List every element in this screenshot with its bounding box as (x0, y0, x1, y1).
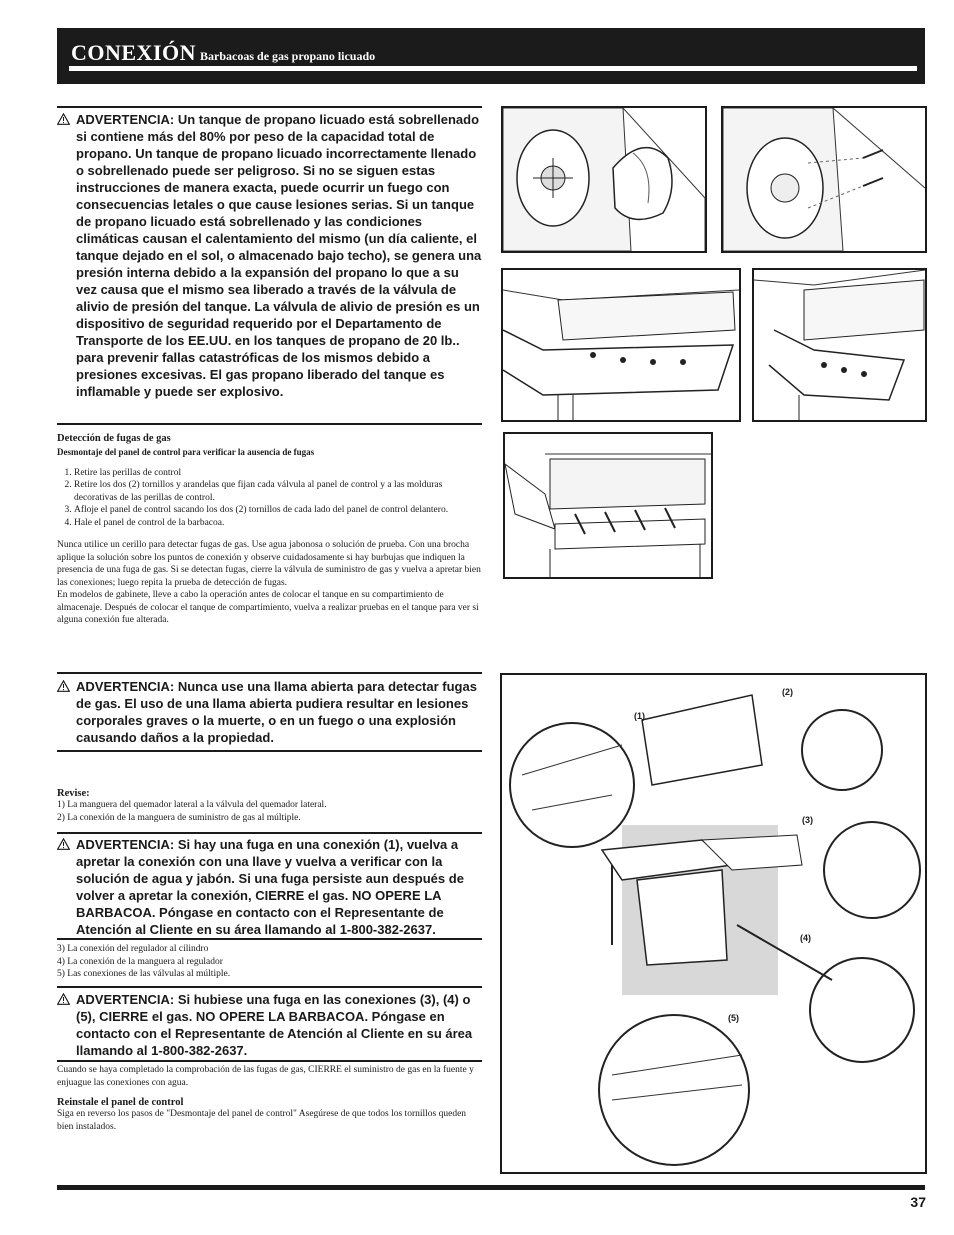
header-rule (69, 66, 917, 71)
steps-list (57, 467, 482, 530)
list-item: 4. Hale el panel de control de la barbacoa. (74, 517, 482, 530)
list-item: 4) La conexión de la manguera al regulador (57, 956, 223, 967)
warning-overfill-text: ADVERTENCIA: Un tanque de propano licuado está sobrellenado si contiene más del 80% por peso de la capacidad total de propano. Un tanque de propano licuado incorrectamente llenado o sobrellenado puede ser peligroso. Si no se siguen estas instrucciones de manera exacta, puede ocurrir un fuego con consecuencias letales o que cause lesiones serias. Si un tanque de propano licuado está sobrellenado y las condiciones climáticas causan el calentamiento del mismo (un día caliente, el tanque dejado en el sol, o almacenado bajo techo), se genera una presión interna debido a la expansión del propano lo que a su vez causa que el mismo sea liberado a través de la válvula de alivio de presión del tanque. La válvula de alivio de presión es un dispositivo de seguridad requerido por el Departamento de Transporte de los EE.UU. en los tanques de propano de 20 lb.. para prevenir fallas catastróficas de los mismos debido a presiones excesivas. El gas propano liberado del tanque es inflamable y puede ser explosivo. (76, 112, 482, 399)
divider (57, 832, 482, 834)
panel-screws-drawing (503, 270, 739, 420)
warning-leak-1 (57, 836, 482, 938)
panel-loosen-illustration (752, 268, 927, 422)
leak-section (57, 433, 482, 627)
list-item: 1) La manguera del quemador lateral a la válvula del quemador lateral. (57, 800, 327, 810)
leak-paragraph: Nunca utilice un cerillo para detectar fugas de gas. Use agua jabonosa o solución de prueba. Con una brocha aplique la solución sobre los puntos de conexión y observe cuidadosamente si hay burbujas que indiquen la presencia de una fuga de gas. Si se detectan fugas, cierre la válvula de suministro de gas y vuelva a apretar bien las conexiones; luego repita la prueba de detección de fugas. (57, 540, 481, 588)
leak-check-illustration (500, 673, 927, 1174)
warning-icon (57, 993, 70, 1005)
knob-drawing (503, 108, 705, 251)
divider (57, 938, 482, 940)
list-item: 1. Retire las perillas de control (74, 467, 482, 480)
list-item: 2) La conexión de la manguera de suministro de gas al múltiple. (57, 812, 301, 823)
callout-4: (4) (800, 933, 811, 943)
grill-drawing (502, 675, 925, 1172)
callout-5: (5) (728, 1013, 739, 1023)
header-subtitle: Barbacoas de gas propano licuado (200, 49, 376, 63)
leak-subheading: Desmontaje del panel de control para verificar la ausencia de fugas (57, 447, 315, 457)
list-item: 5) Las conexiones de las válvulas al múltiple. (57, 969, 231, 979)
leak-paragraph: En modelos de gabinete, lleve a cabo la operación antes de colocar el tanque en su compartimiento de almacenaje. Después de colocar el tanque de compartimiento, vuelva a realizar pruebas en el tanque para ver si alguna conexión fue alterada. (57, 590, 479, 625)
warning-leak-2 (57, 991, 482, 1059)
warning-overfill (57, 111, 482, 400)
warning-flame-text: ADVERTENCIA: Nunca use una llama abierta para detectar fugas de gas. El uso de una llama abierta pudiera resultar en lesiones corporales graves o la muerte, o en un fuego o una explosión causando daños a la propiedad. (76, 679, 477, 745)
callout-1: (1) (634, 711, 645, 721)
callout-2: (2) (782, 687, 793, 697)
panel-loosen-drawing (754, 270, 925, 420)
divider (57, 106, 482, 108)
list-item: 3) La conexión del regulador al cilindro (57, 944, 209, 954)
page-number: 37 (910, 1194, 926, 1210)
warning-flame (57, 678, 482, 746)
check-list-2 (57, 943, 482, 981)
valve-screws-drawing (723, 108, 925, 251)
reinstall-heading: Reinstale el panel de control (57, 1097, 184, 1108)
valve-screws-illustration (721, 106, 927, 253)
panel-pull-illustration (503, 432, 713, 579)
knob-removal-illustration (501, 106, 707, 253)
divider (57, 750, 482, 752)
page-title (71, 40, 375, 66)
page-header (57, 28, 925, 84)
reinstall-text: Siga en reverso los pasos de "Desmontaje del panel de control" Asegúrese de que todos los tornillos queden bien instalados. (57, 1109, 467, 1132)
footer-rule (57, 1185, 925, 1190)
closing-text: Cuando se haya completado la comprobación de las fugas de gas, CIERRE el suministro de gas en la fuente y enjuague las conexiones con agua. (57, 1065, 474, 1088)
header-title: CONEXIÓN (71, 40, 197, 65)
list-item: 3. Afloje el panel de control sacando los dos (2) tornillos de cada lado del panel de control delantero. (74, 504, 482, 517)
divider (57, 1060, 482, 1062)
warning-leak-2-text: ADVERTENCIA: Si hubiese una fuga en las conexiones (3), (4) o (5), CIERRE el gas. NO OPERE LA BARBACOA. Póngase en contacto con el Representante de Atención al Cliente en su área llamando al 1-800-382-2637. (76, 992, 473, 1058)
divider (57, 986, 482, 988)
warning-icon (57, 838, 70, 850)
divider (57, 423, 482, 425)
panel-screws-illustration (501, 268, 741, 422)
warning-icon (57, 113, 70, 125)
divider (57, 672, 482, 674)
check-heading: Revise: (57, 788, 90, 799)
callout-3: (3) (802, 815, 813, 825)
check-section (57, 788, 482, 824)
list-item: 2. Retire los dos (2) tornillos y arandelas que fijan cada válvula al panel de control y a las molduras decorativas de las perillas de control. (74, 479, 482, 504)
warning-leak-1-text: ADVERTENCIA: Si hay una fuga en una conexión (1), vuelva a apretar la conexión con una llave y vuelva a verificar con la solución de agua y jabón. Si una fuga persiste aun después de volver a apretar la conexión, CIERRE el gas. NO OPERE LA BARBACOA. Póngase en contacto con el Representante de Atención al Cliente en su área llamando al 1-800-382-2637. (76, 837, 464, 937)
leak-heading: Detección de fugas de gas (57, 433, 171, 444)
panel-pull-drawing (505, 434, 711, 577)
closing-section (57, 1064, 482, 1133)
warning-icon (57, 680, 70, 692)
